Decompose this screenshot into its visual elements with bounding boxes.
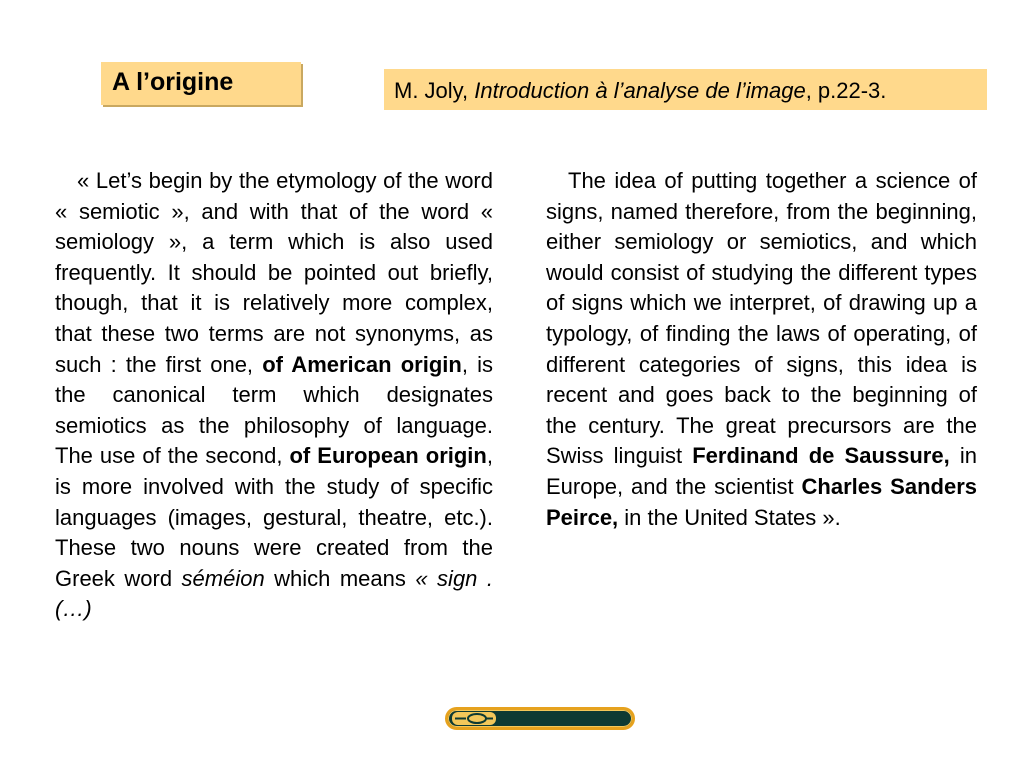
citation [384, 69, 987, 110]
right-text-1: The idea of putting together a science of signs, named therefore, from the beginning, either semiology or semiotics, and which would consist of studying the different types of signs which we interpret, of drawing up a typology, of finding the laws of operating, of different categories of signs, this idea is recent and goes back to the beginning of the century. The great precursors are the Swiss linguist [546, 168, 977, 469]
right-paragraph [546, 166, 977, 533]
right-bold-peirce: Charles Sanders Peirce, [546, 473, 978, 530]
return-loop-icon [452, 710, 496, 727]
left-text-3: , is more involved with the study of specific languages (images, gestural, theatre, etc.). These two nouns were created from the Greek word [55, 443, 493, 591]
right-bold-saussure: Ferdinand de Saussure, [692, 443, 950, 469]
left-paragraph [55, 166, 493, 625]
left-text-4: which means [264, 565, 416, 591]
slide-title [101, 62, 301, 105]
citation-pages: , p.22-3. [805, 78, 887, 103]
citation-author: M. Joly, [394, 78, 475, 103]
left-bold-american-origin: of American origin [262, 351, 462, 377]
left-text-1: « Let’s begin by the etymology of the word « semiotic », and with that of the word « semiology », a term which is also used frequently. It should be pointed out briefly, though, that it is relatively more complex, that these two terms are not synonyms, as such : the first one, [55, 168, 493, 377]
right-column-text [546, 166, 977, 533]
citation-work: Introduction à l’analyse de l’image [474, 78, 806, 103]
left-italic-sign: « sign . (…) [55, 565, 493, 622]
left-text-2: , is the canonical term which designates semiotics as the philosophy of language. The use of the second, [55, 351, 493, 469]
left-column-text [55, 166, 493, 625]
right-text-3: in the United States ». [618, 504, 841, 530]
left-bold-european-origin: of European origin [289, 443, 487, 469]
slide-title-text: A l’origine [112, 68, 234, 96]
return-nav-button[interactable] [445, 707, 635, 730]
left-italic-semeion: séméion [181, 565, 265, 591]
right-text-2: in Europe, and the scientist [546, 443, 977, 499]
